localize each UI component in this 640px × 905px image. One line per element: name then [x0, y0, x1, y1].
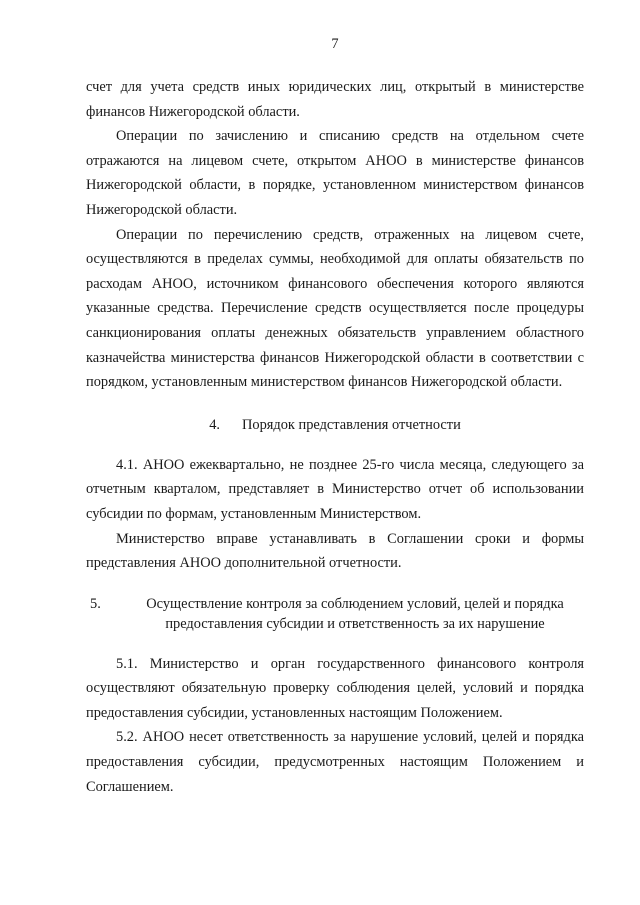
section-5-title-line-1: Осуществление контроля за соблюдением условий, целей и порядка	[146, 595, 564, 612]
section-4-number: 4.	[209, 416, 220, 433]
paragraph-transfer-operations: Операции по перечислению средств, отраженных на лицевом счете, осуществляются в пределах суммы, необходимой для оплаты обязательств по расходам АНОО, источником финансового обеспечения которого являются указанные средства. Перечисление средств осуществляется после процедуры санкционирования оплаты денежных обязательств управлением областного казначейства министерства финансов Нижегородской области в соответствии с порядком, установленным министерством финансов Нижегородской области.	[86, 226, 584, 391]
paragraph-4-additional-reporting: Министерство вправе устанавливать в Соглашении сроки и формы представления АНОО дополнительной отчетности.	[86, 530, 584, 572]
page-number: 7	[331, 36, 339, 52]
paragraph-4-1: 4.1. АНОО ежеквартально, не позднее 25-го числа месяца, следующего за отчетным кварталом, представляет в Министерство отчет об использовании субсидии по формам, установленным Министерством.	[86, 456, 584, 522]
section-5-number: 5.	[90, 595, 101, 612]
paragraph-account-continuation: счет для учета средств иных юридических лиц, открытый в министерстве финансов Нижегородской области.	[86, 79, 584, 120]
section-4-heading	[86, 414, 584, 436]
section-5-heading	[86, 594, 584, 634]
paragraph-account-operations: Операции по зачислению и списанию средств на отдельном счете отражаются на лицевом счете, открытом АНОО в министерстве финансов Нижегородской области, в порядке, установленном министерством финансов Нижегородской области.	[86, 128, 584, 218]
section-5-title-line-2: предоставления субсидии и ответственность за их нарушение	[165, 615, 545, 632]
section-4-title: Порядок представления отчетности	[242, 416, 461, 433]
paragraph-5-2: 5.2. АНОО несет ответственность за нарушение условий, целей и порядка предоставления субсидии, предусмотренных настоящим Положением и Соглашением.	[86, 729, 584, 795]
paragraph-5-1: 5.1. Министерство и орган государственного финансового контроля осуществляют обязательную проверку соблюдения целей, условий и порядка предоставления субсидии, установленных настоящим Положением.	[86, 655, 584, 721]
